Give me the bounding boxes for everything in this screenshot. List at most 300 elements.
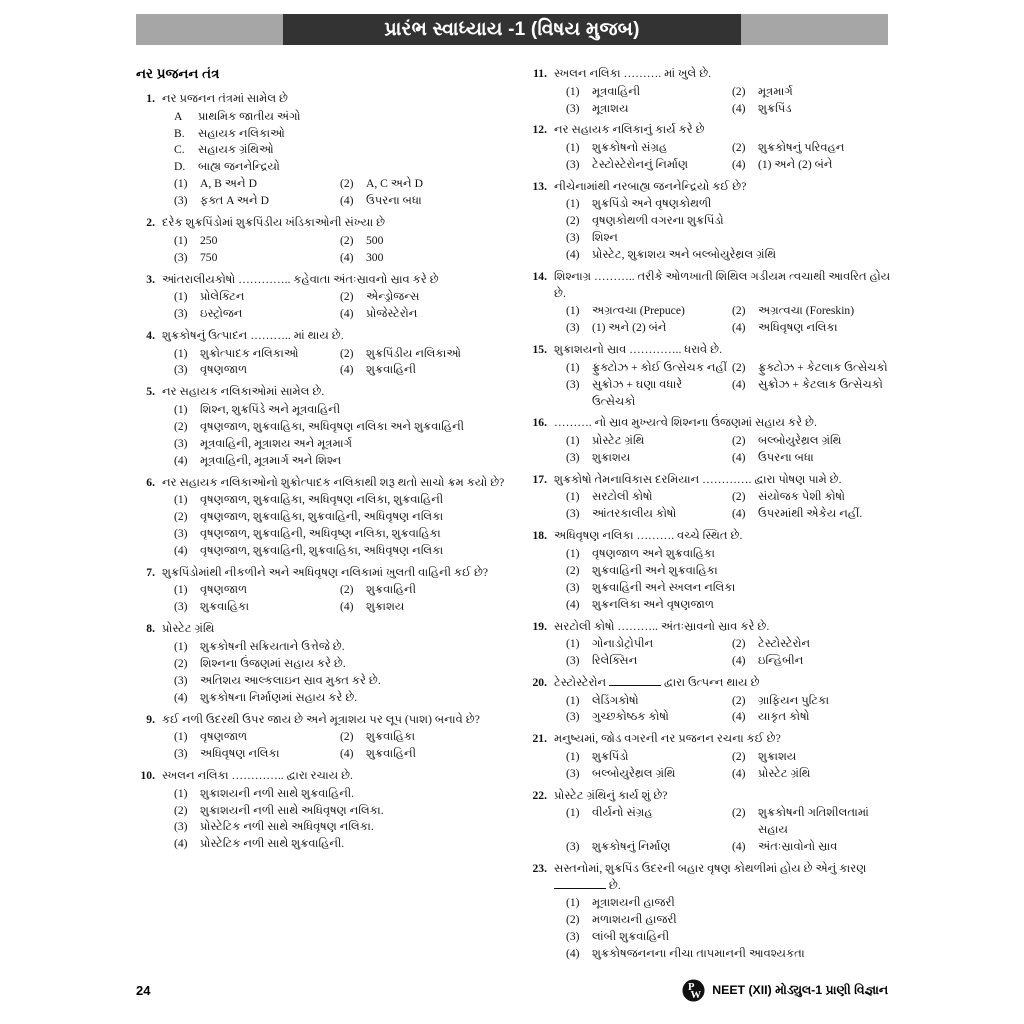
- option-item[interactable]: [174, 690, 506, 707]
- question-item: [528, 731, 898, 782]
- option-text: વૃષણજાળ અને શુક્રવાહિકા: [592, 546, 715, 560]
- option-key: (1): [174, 233, 188, 247]
- option-key: (2): [732, 84, 746, 98]
- option-key: (1): [174, 786, 188, 800]
- question-number: 7.: [146, 565, 155, 579]
- question-number: 13.: [532, 179, 547, 193]
- option-item[interactable]: [566, 929, 898, 946]
- option-item[interactable]: [174, 673, 506, 690]
- statement-text: સહાયક નલિકાઓ: [198, 126, 285, 140]
- question-body: [554, 66, 898, 117]
- question-body: [162, 272, 506, 323]
- option-item[interactable]: [174, 639, 506, 656]
- option-item[interactable]: [174, 176, 340, 193]
- option-text: શુક્રવાહિની અને શુક્રવાહિકા: [592, 563, 718, 577]
- option-key: (1): [566, 141, 580, 154]
- option-item[interactable]: [340, 729, 506, 746]
- option-key: (1): [566, 304, 580, 318]
- option-text: શુક્રાશય: [758, 749, 797, 763]
- question-text: નર સહાયક નલિકાઓનો શુક્રોત્પાદક નલિકાથી શરૂ થતો સાચો ક્રમ કયો છે?: [162, 475, 505, 489]
- option-list: [174, 729, 506, 763]
- question-body: [554, 472, 898, 523]
- question-item: [136, 768, 506, 853]
- question-item: [528, 415, 898, 466]
- statement-text: પ્રાથમિક જાતીય અંગો: [198, 109, 301, 123]
- option-key: (4): [340, 600, 354, 614]
- option-list: [174, 289, 506, 323]
- question-number: 18.: [532, 529, 547, 543]
- option-text: શુક્રપિંડ: [758, 101, 792, 115]
- option-item[interactable]: [732, 506, 898, 523]
- option-key: (1): [174, 346, 188, 360]
- option-text: મૂત્રવાહિની: [592, 84, 641, 98]
- option-item[interactable]: [732, 101, 898, 118]
- option-list: [566, 303, 898, 337]
- option-item[interactable]: [566, 597, 898, 614]
- option-item[interactable]: [566, 140, 732, 157]
- statement-text: બાહ્ય જનનેન્દ્રિયો: [198, 160, 280, 174]
- option-key: (4): [732, 157, 746, 171]
- option-text: વૃષણજાળ, શુક્રવાહિકા, અધિવૃષણ નલિકા અને શુક્રવાહિની: [200, 419, 465, 433]
- option-text: અધિવૃષણ નલિકા: [758, 321, 838, 335]
- option-item[interactable]: [732, 749, 898, 766]
- question-number: 3.: [146, 272, 155, 286]
- option-list: [174, 786, 506, 854]
- option-text: ઉપરમાંથી એકેય નહીં.: [758, 507, 863, 521]
- question-item: [528, 472, 898, 523]
- option-item[interactable]: [174, 492, 506, 509]
- option-item[interactable]: [732, 653, 898, 670]
- option-item[interactable]: [566, 360, 732, 377]
- question-item: [136, 215, 506, 266]
- question-text: શિશ્નાગ્ર ……….. તરીકે ઓળખાતી શિથિલ ગડીયમ ત્વચાથી આવરિત હોય છે.: [554, 270, 891, 300]
- option-item[interactable]: [566, 912, 898, 929]
- option-text: મૂત્રમાર્ગ: [758, 84, 793, 98]
- option-key: (3): [174, 363, 188, 377]
- option-key: (2): [732, 749, 746, 763]
- option-list: [566, 636, 898, 670]
- question-item: [528, 619, 898, 670]
- option-key: (4): [174, 837, 188, 851]
- option-item[interactable]: [732, 320, 898, 337]
- option-item[interactable]: [566, 546, 898, 563]
- option-text: ગુચ્છકોષ્ઠક કોષો: [592, 710, 669, 724]
- option-key: (3): [174, 747, 188, 761]
- page-title: પ્રારંભ સ્વાધ્યાય -1 (વિષય મુજબ): [384, 19, 640, 40]
- option-item[interactable]: [174, 509, 506, 526]
- option-text: પ્રોસ્ટેટ ગ્રંથિ: [758, 766, 811, 780]
- option-item[interactable]: [566, 230, 898, 247]
- option-key: (2): [174, 419, 188, 433]
- option-item[interactable]: [566, 636, 732, 653]
- option-text: શુક્રકોષજનનના નીચા તાપમાનની આવશ્યકતા: [592, 947, 805, 961]
- question-text: સરટોલી કોષો ……….. અંતઃસ્રાવનો સ્રાવ કરે છે.: [554, 619, 770, 633]
- option-text: શુક્રવાહિની: [366, 583, 417, 597]
- content-columns: [136, 66, 898, 968]
- option-item[interactable]: [566, 895, 898, 912]
- option-text: વૃષણજાળ, શુક્રવાહિની, શુક્રવાહિકા, અધિવૃષણ નલિકા: [200, 543, 444, 557]
- question-text: શુક્રકોષનું ઉત્પાદન ……….. માં થાય છે.: [162, 328, 344, 342]
- option-item[interactable]: [566, 84, 732, 101]
- option-text: આંતરકાલીય કોષો: [592, 507, 677, 521]
- question-text: પ્રોસ્ટેટ ગ્રંથિનું કાર્ય શું છે?: [554, 788, 668, 802]
- option-key: (3): [174, 194, 188, 208]
- question-item: [528, 179, 898, 264]
- option-item[interactable]: [732, 377, 898, 411]
- question-item: [528, 861, 898, 963]
- pw-circle-logo: [682, 979, 705, 1002]
- option-item[interactable]: [174, 786, 506, 803]
- option-key: (3): [174, 250, 188, 264]
- option-text: 250: [200, 233, 218, 247]
- option-item[interactable]: [174, 346, 340, 363]
- option-text: અધિવૃષણ નલિકા: [200, 747, 280, 761]
- option-item[interactable]: [174, 836, 506, 853]
- option-item[interactable]: [732, 766, 898, 783]
- option-key: (4): [340, 194, 354, 208]
- option-text: એન્ડ્રોજન્સ: [366, 290, 420, 304]
- option-text: મૂત્રવાહિની, મૂત્રમાર્ગ અને શિશ્ન: [200, 453, 342, 467]
- question-body: [554, 179, 898, 264]
- option-text: શુક્રકોષની ગતિશીલતામાં સહાય: [758, 806, 869, 837]
- option-item[interactable]: [174, 526, 506, 543]
- question-text: ………. નો સ્રાવ મુખ્યત્વે શિશ્નના ઉંજણમાં સહાય કરે છે.: [554, 416, 817, 430]
- option-item[interactable]: [174, 402, 506, 419]
- option-text: શુક્રકોષનો સંગ્રહ: [592, 141, 668, 154]
- option-key: (1): [174, 402, 188, 416]
- option-text: શુક્રકોષનું નિર્માણ: [592, 840, 671, 854]
- option-text: શુક્રનલિકા અને વૃષણજાળ: [592, 597, 715, 611]
- option-key: (3): [566, 450, 580, 464]
- option-item[interactable]: [340, 176, 506, 193]
- option-item[interactable]: [174, 306, 340, 323]
- option-text: વૃષણજાળ: [200, 730, 248, 744]
- option-item[interactable]: [732, 84, 898, 101]
- option-item[interactable]: [732, 450, 898, 467]
- option-key: (1): [566, 806, 580, 820]
- option-item[interactable]: [174, 543, 506, 560]
- option-text: મળાશયની હાજરી: [592, 913, 677, 927]
- question-item: [528, 675, 898, 726]
- option-list: [566, 749, 898, 783]
- option-item[interactable]: [174, 453, 506, 470]
- question-text: [554, 675, 898, 692]
- question-body: [554, 269, 898, 337]
- option-item[interactable]: [566, 506, 732, 523]
- option-item[interactable]: [174, 362, 340, 379]
- question-text: પ્રોસ્ટેટ ગ્રંથિ: [162, 622, 215, 636]
- option-text: બલ્બોયુરેથ્રલ ગ્રંથિ: [758, 434, 842, 448]
- option-text: બલ્બોયુરેથ્રલ ગ્રંથિ: [592, 766, 676, 780]
- option-key: (1): [566, 197, 580, 211]
- option-text: શુક્રપિંડીય નલિકાઓ: [366, 346, 462, 360]
- option-key: (3): [566, 507, 580, 521]
- svg-text:W: W: [690, 989, 702, 1001]
- option-key: (1): [566, 490, 580, 504]
- option-key: (3): [174, 820, 188, 834]
- left-column: [136, 66, 506, 968]
- option-item[interactable]: [340, 306, 506, 323]
- option-item[interactable]: [174, 436, 506, 453]
- option-item[interactable]: [174, 819, 506, 836]
- option-key: (4): [732, 710, 746, 724]
- option-item[interactable]: [174, 582, 340, 599]
- option-list: [566, 546, 898, 614]
- question-body: [554, 619, 898, 670]
- option-key: (1): [566, 693, 580, 707]
- option-item[interactable]: [732, 489, 898, 506]
- option-item[interactable]: [566, 693, 732, 710]
- option-item[interactable]: [174, 656, 506, 673]
- option-item[interactable]: [340, 599, 506, 616]
- option-item[interactable]: [732, 303, 898, 320]
- option-text: શુક્રવાહિકા: [200, 600, 250, 614]
- option-item[interactable]: [566, 303, 732, 320]
- option-text: ફક્ત A અને D: [200, 194, 269, 208]
- question-body: [162, 384, 506, 469]
- statement-item: [174, 159, 506, 176]
- svg-text:P: P: [688, 981, 695, 993]
- option-item[interactable]: [340, 346, 506, 363]
- question-number: 4.: [146, 328, 155, 342]
- option-text: શુક્રકોષના નિર્માણમાં સહાય કરે છે.: [200, 690, 358, 704]
- option-item[interactable]: [340, 193, 506, 210]
- option-key: (3): [566, 654, 580, 668]
- option-key: (4): [732, 507, 746, 521]
- option-list: [566, 140, 898, 174]
- option-key: (3): [566, 930, 580, 944]
- option-text: પ્રોસ્ટેટ ગ્રંથિ: [592, 434, 645, 448]
- question-body: [554, 788, 898, 856]
- option-item[interactable]: [174, 599, 340, 616]
- question-number: 6.: [146, 475, 155, 489]
- option-text: સંયોજક પેશી કોષો: [758, 490, 845, 504]
- question-number: 17.: [532, 472, 547, 486]
- option-text: ઉપરના બધા: [758, 450, 814, 464]
- statement-item: [174, 109, 506, 126]
- option-text: લેડિંગકોષો: [592, 693, 639, 707]
- option-key: (4): [340, 307, 354, 321]
- option-item[interactable]: [174, 233, 340, 250]
- question-item: [528, 788, 898, 856]
- statement-label: D.: [174, 160, 186, 174]
- question-text-after-blank: દ્વારા ઉત્પન્ન થાય છે: [661, 675, 760, 689]
- question-number: 20.: [532, 675, 547, 689]
- option-list: [566, 805, 898, 856]
- option-key: (1): [174, 583, 188, 597]
- option-item[interactable]: [566, 101, 732, 118]
- option-key: (3): [566, 157, 580, 171]
- option-item[interactable]: [566, 563, 898, 580]
- option-key: (2): [174, 803, 188, 817]
- option-text: શુક્રવાહિની: [366, 363, 417, 377]
- option-text: વૃષણકોથળી વગરના શુક્રપિંડો: [592, 214, 724, 228]
- option-key: (4): [732, 654, 746, 668]
- option-key: (4): [340, 363, 354, 377]
- option-key: (3): [566, 840, 580, 854]
- option-key: (2): [340, 730, 354, 744]
- option-text: ગોનાડોટ્રોપીન: [592, 637, 654, 651]
- option-key: (1): [566, 637, 580, 651]
- option-item[interactable]: [566, 377, 732, 411]
- question-number: 21.: [532, 732, 547, 746]
- option-key: (3): [174, 527, 188, 541]
- option-key: (2): [732, 693, 746, 707]
- option-item[interactable]: [174, 729, 340, 746]
- statement-item: [174, 126, 506, 143]
- option-item[interactable]: [566, 247, 898, 264]
- question-text: નર સહાયક નલિકાઓમાં સામેલ છે.: [162, 385, 325, 399]
- question-item: [136, 272, 506, 323]
- option-item[interactable]: [566, 653, 732, 670]
- question-number: 12.: [532, 123, 547, 137]
- option-key: (4): [566, 248, 580, 262]
- option-text: વૃષણજાળ, શુક્રવાહિકા, અધિવૃષણ નલિકા, શુક્રવાહિની: [200, 493, 444, 507]
- option-item[interactable]: [566, 766, 732, 783]
- statement-label: C.: [174, 143, 185, 157]
- option-item[interactable]: [566, 580, 898, 597]
- question-body: [162, 621, 506, 706]
- option-key: (3): [566, 580, 580, 594]
- option-text: શુક્રકોષની સક્રિયતાને ઉત્તેજે છે.: [200, 639, 345, 653]
- option-key: (1): [174, 730, 188, 744]
- option-item[interactable]: [340, 250, 506, 267]
- question-text: શુક્રાશયનો સ્રાવ ………….. ધરાવે છે.: [554, 343, 723, 357]
- option-list: [566, 433, 898, 467]
- option-item[interactable]: [174, 419, 506, 436]
- question-item: [528, 342, 898, 410]
- option-key: (2): [566, 913, 580, 927]
- option-list: [174, 346, 506, 380]
- option-text: શુક્રાશયની નળી સાથે અધિવૃષણ નલિકા.: [200, 803, 384, 817]
- option-key: (1): [566, 360, 580, 374]
- right-question-list: [528, 66, 898, 963]
- option-item[interactable]: [340, 362, 506, 379]
- question-body: [554, 122, 898, 173]
- option-item[interactable]: [566, 946, 898, 963]
- option-text: શુક્રવાહિની: [366, 747, 417, 761]
- question-item: [136, 91, 506, 210]
- option-item[interactable]: [566, 805, 732, 839]
- option-text: ઇસ્ટ્રોજન: [200, 307, 243, 321]
- option-text: પ્રોસ્ટેટિક નળી સાથે અધિવૃષણ નલિકા.: [200, 820, 374, 834]
- option-text: શુક્રવાહિની અને સ્ખલન નલિકા: [592, 580, 736, 594]
- option-key: (2): [732, 434, 746, 448]
- option-key: (3): [566, 710, 580, 724]
- statement-text: સહાયક ગ્રંથિઓ: [198, 143, 274, 157]
- option-item[interactable]: [566, 213, 898, 230]
- option-text: વૃષણજાળ, શુક્રવાહિની, અધિવૃષ્ણ નલિકા, શુક્રવાહિકા: [200, 527, 441, 541]
- page-header-banner: [136, 14, 888, 45]
- option-item[interactable]: [566, 839, 732, 856]
- option-item[interactable]: [340, 233, 506, 250]
- option-key: (3): [174, 436, 188, 450]
- option-item[interactable]: [174, 803, 506, 820]
- option-item[interactable]: [566, 196, 898, 213]
- option-key: (2): [566, 563, 580, 577]
- option-item[interactable]: [732, 140, 898, 157]
- option-key: (3): [174, 307, 188, 321]
- option-item[interactable]: [174, 289, 340, 306]
- question-text: સ્ખલન નલિકા ………. માં ખુલે છે.: [554, 67, 712, 80]
- option-item[interactable]: [732, 693, 898, 710]
- option-text: A, B અને D: [200, 177, 257, 191]
- option-item[interactable]: [732, 709, 898, 726]
- option-text: વીર્યનો સંગ્રહ: [592, 806, 653, 820]
- footer-label: NEET (XII) મોડ્યુલ-1 પ્રાણી વિજ્ઞાન: [712, 983, 888, 997]
- option-item[interactable]: [340, 582, 506, 599]
- option-item[interactable]: [174, 746, 340, 763]
- question-body: [554, 861, 898, 963]
- question-text: શુક્રકોષો તેમનાવિકાસ દરમિયાન …………. દ્વારા પોષણ પામે છે.: [554, 472, 842, 486]
- option-key: (4): [732, 321, 746, 335]
- option-list: [566, 360, 898, 411]
- question-body: [162, 328, 506, 379]
- question-body: [554, 528, 898, 613]
- option-text: સુક્રોઝ + ઘણા વધારે ઉત્સેચકો: [592, 377, 683, 408]
- option-key: (3): [174, 673, 188, 687]
- option-text: વૃષણજાળ: [200, 583, 248, 597]
- option-item[interactable]: [566, 433, 732, 450]
- fill-in-blank: [609, 675, 661, 686]
- option-item[interactable]: [174, 250, 340, 267]
- question-body: [554, 731, 898, 782]
- option-item[interactable]: [566, 320, 732, 337]
- option-text: મૂત્રવાહિની, મૂત્રાશય અને મૂત્રમાર્ગ: [200, 436, 353, 450]
- question-text: નીચેનામાંથી નરબાહ્ય જનનેન્દ્રિયો કઈ છે?: [554, 179, 747, 193]
- option-item[interactable]: [732, 839, 898, 856]
- option-key: (4): [174, 453, 188, 467]
- option-item[interactable]: [566, 749, 732, 766]
- option-item[interactable]: [566, 489, 732, 506]
- option-key: (2): [340, 346, 354, 360]
- option-item[interactable]: [732, 157, 898, 174]
- question-text: મનુષ્યમાં, જોડ વગરની નર પ્રજનન રચના કઈ છે?: [554, 732, 781, 746]
- option-text: રિલેક્સિન: [592, 654, 638, 668]
- option-list: [566, 895, 898, 963]
- option-key: (2): [340, 290, 354, 304]
- option-item[interactable]: [732, 636, 898, 653]
- option-item[interactable]: [174, 193, 340, 210]
- option-item[interactable]: [340, 746, 506, 763]
- question-item: [136, 384, 506, 469]
- option-item[interactable]: [732, 360, 898, 377]
- option-key: (4): [732, 840, 746, 854]
- option-key: (4): [732, 766, 746, 780]
- option-text: શુક્રકોષનું પરિવહન: [758, 141, 845, 154]
- option-key: (4): [566, 947, 580, 961]
- option-item[interactable]: [566, 157, 732, 174]
- option-item[interactable]: [732, 805, 898, 839]
- option-item[interactable]: [566, 450, 732, 467]
- question-number: 15.: [532, 343, 547, 357]
- option-text: ટેસ્ટોસ્ટેરોન: [758, 637, 811, 651]
- option-text: મૂત્રાશય: [592, 101, 629, 115]
- option-text: સરટોલી કોષો: [592, 490, 653, 504]
- option-item[interactable]: [732, 433, 898, 450]
- question-body: [162, 712, 506, 763]
- option-item[interactable]: [340, 289, 506, 306]
- option-list: [566, 84, 898, 118]
- option-key: (1): [566, 546, 580, 560]
- option-item[interactable]: [566, 709, 732, 726]
- option-text: ઉપરના બધા: [366, 194, 422, 208]
- question-body: [162, 475, 506, 560]
- option-list: [174, 176, 506, 210]
- option-text: (1) અને (2) બંને: [758, 157, 833, 171]
- option-text: (1) અને (2) બંને: [592, 321, 667, 335]
- question-number: 11.: [533, 67, 547, 80]
